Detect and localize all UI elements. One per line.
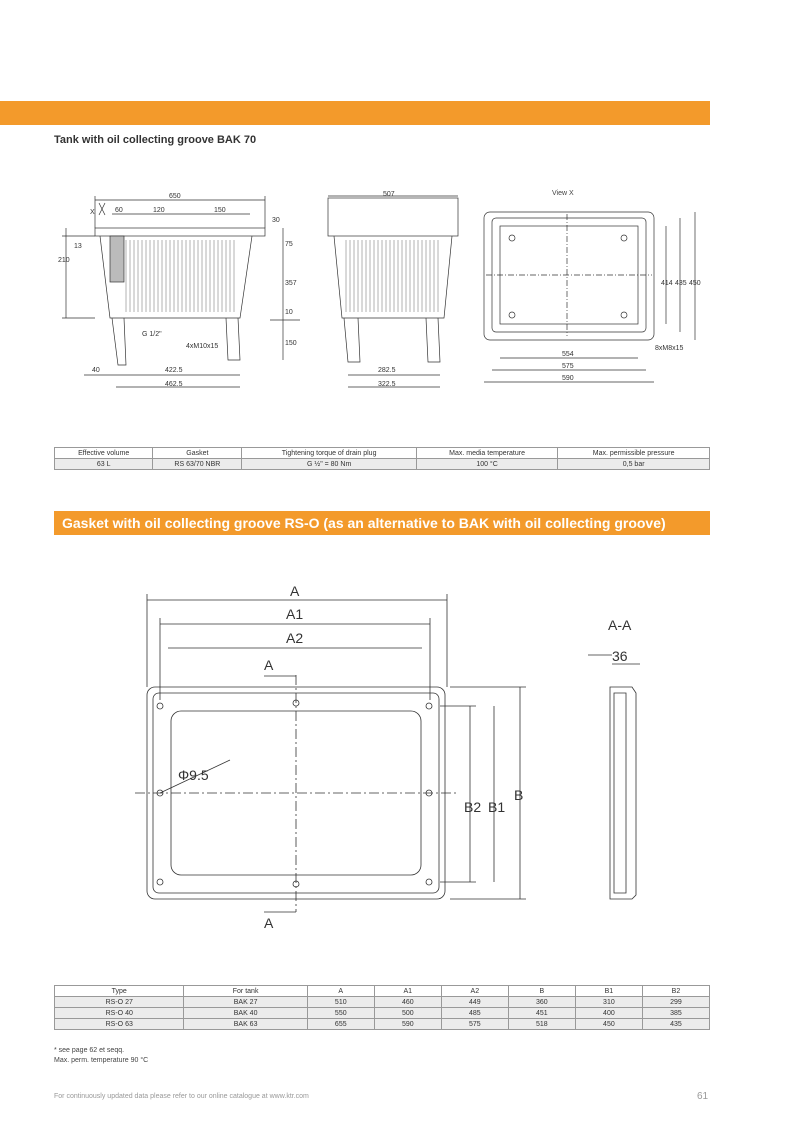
dim-60: 60 xyxy=(115,207,123,214)
table-row xyxy=(55,1019,710,1030)
table-cell: 360 xyxy=(508,997,575,1008)
table-cell: 485 xyxy=(441,1008,508,1019)
table-row xyxy=(55,997,710,1008)
dim-414: 414 xyxy=(661,280,673,287)
dim-507: 507 xyxy=(383,191,395,198)
footer-text: For continuously updated data please refer to our online catalogue at www.ktr.com xyxy=(54,1093,309,1100)
table2-header: A2 xyxy=(441,986,508,997)
dim-590: 590 xyxy=(562,375,574,382)
table-cell: 310 xyxy=(575,997,642,1008)
dim-36: 36 xyxy=(612,648,628,664)
thread-label: G 1/2" xyxy=(142,331,162,338)
table-cell: 63 L xyxy=(55,459,153,470)
table-cell: 435 xyxy=(642,1019,709,1030)
table2-header: A1 xyxy=(374,986,441,997)
table1-header: Max. permissible pressure xyxy=(558,448,710,459)
table-cell: RS-O 63 xyxy=(55,1019,184,1030)
table2-header: B1 xyxy=(575,986,642,997)
dim-120: 120 xyxy=(153,207,165,214)
dim-462-5: 462.5 xyxy=(165,381,183,388)
footnotes xyxy=(54,1046,148,1066)
dim-150-top: 150 xyxy=(214,207,226,214)
table1-header: Tightening torque of drain plug xyxy=(242,448,416,459)
table-cell: 299 xyxy=(642,997,709,1008)
section-aa-label: A-A xyxy=(608,617,632,633)
view-x-label: View X xyxy=(552,190,574,197)
dim-450: 450 xyxy=(689,280,701,287)
dim-10: 10 xyxy=(285,309,293,316)
section-mark-top: A xyxy=(264,657,274,673)
section-title-tank: Tank with oil collecting groove BAK 70 xyxy=(54,134,257,146)
table2-header: B xyxy=(508,986,575,997)
table-cell: 385 xyxy=(642,1008,709,1019)
dim-322-5: 322.5 xyxy=(378,381,396,388)
dim-650: 650 xyxy=(169,193,181,200)
dim-422-5: 422.5 xyxy=(165,367,183,374)
dim-75: 75 xyxy=(285,241,293,248)
dim-575: 575 xyxy=(562,363,574,370)
table-cell: RS 63/70 NBR xyxy=(153,459,242,470)
dim-282-5: 282.5 xyxy=(378,367,396,374)
gasket-front-view xyxy=(135,594,526,912)
table1-header: Effective volume xyxy=(55,448,153,459)
gasket-spec-table xyxy=(54,985,710,1030)
dim-13: 13 xyxy=(74,243,82,250)
dim-b2: B2 xyxy=(464,799,482,815)
table-cell: RS-O 27 xyxy=(55,997,184,1008)
table-row xyxy=(55,1008,710,1019)
dim-a1: A1 xyxy=(286,606,304,622)
table1-header: Max. media temperature xyxy=(416,448,557,459)
section-title-gasket: Gasket with oil collecting groove RS-O (as an alternative to BAK with oil collecting groove) xyxy=(54,511,710,535)
table-cell: G ½" = 80 Nm xyxy=(242,459,416,470)
table-cell: 400 xyxy=(575,1008,642,1019)
table-cell: 460 xyxy=(374,997,441,1008)
view-x-mark: X xyxy=(90,209,95,216)
table-cell: BAK 27 xyxy=(184,997,307,1008)
table-cell: BAK 63 xyxy=(184,1019,307,1030)
dim-357: 357 xyxy=(285,280,297,287)
table2-header: For tank xyxy=(184,986,307,997)
table2-header: Type xyxy=(55,986,184,997)
dim-b: B xyxy=(514,787,524,803)
table-cell: 655 xyxy=(307,1019,374,1030)
footnote-line: * see page 62 et seqq. xyxy=(54,1047,125,1054)
table2-header: A xyxy=(307,986,374,997)
page-number: 61 xyxy=(697,1091,709,1102)
dim-435: 435 xyxy=(675,280,687,287)
table-cell: BAK 40 xyxy=(184,1008,307,1019)
screw-label-top: 8xM8x15 xyxy=(655,345,684,352)
table-cell: 451 xyxy=(508,1008,575,1019)
table-cell: 518 xyxy=(508,1019,575,1030)
table-cell: 590 xyxy=(374,1019,441,1030)
table-cell: 550 xyxy=(307,1008,374,1019)
dim-40: 40 xyxy=(92,367,100,374)
screw-label: 4xM10x15 xyxy=(186,343,219,350)
table-cell: 0,5 bar xyxy=(558,459,710,470)
table-cell: 449 xyxy=(441,997,508,1008)
dim-210: 210 xyxy=(58,257,70,264)
section-mark-bottom: A xyxy=(264,915,274,931)
dim-a2: A2 xyxy=(286,630,304,646)
footnote-line: Max. perm. temperature 90 °C xyxy=(54,1057,149,1064)
table-cell: 510 xyxy=(307,997,374,1008)
table-cell: 100 °C xyxy=(416,459,557,470)
gasket-section-view xyxy=(588,655,640,899)
dim-150: 150 xyxy=(285,340,297,347)
dim-a: A xyxy=(290,583,300,599)
table1-header: Gasket xyxy=(153,448,242,459)
hole-diameter: Φ9.5 xyxy=(178,767,209,783)
table-cell: 500 xyxy=(374,1008,441,1019)
table-cell: 450 xyxy=(575,1019,642,1030)
table-cell: RS-O 40 xyxy=(55,1008,184,1019)
dim-30: 30 xyxy=(272,217,280,224)
dim-b1: B1 xyxy=(488,799,506,815)
table2-header: B2 xyxy=(642,986,709,997)
dim-554: 554 xyxy=(562,351,574,358)
table-cell: 575 xyxy=(441,1019,508,1030)
